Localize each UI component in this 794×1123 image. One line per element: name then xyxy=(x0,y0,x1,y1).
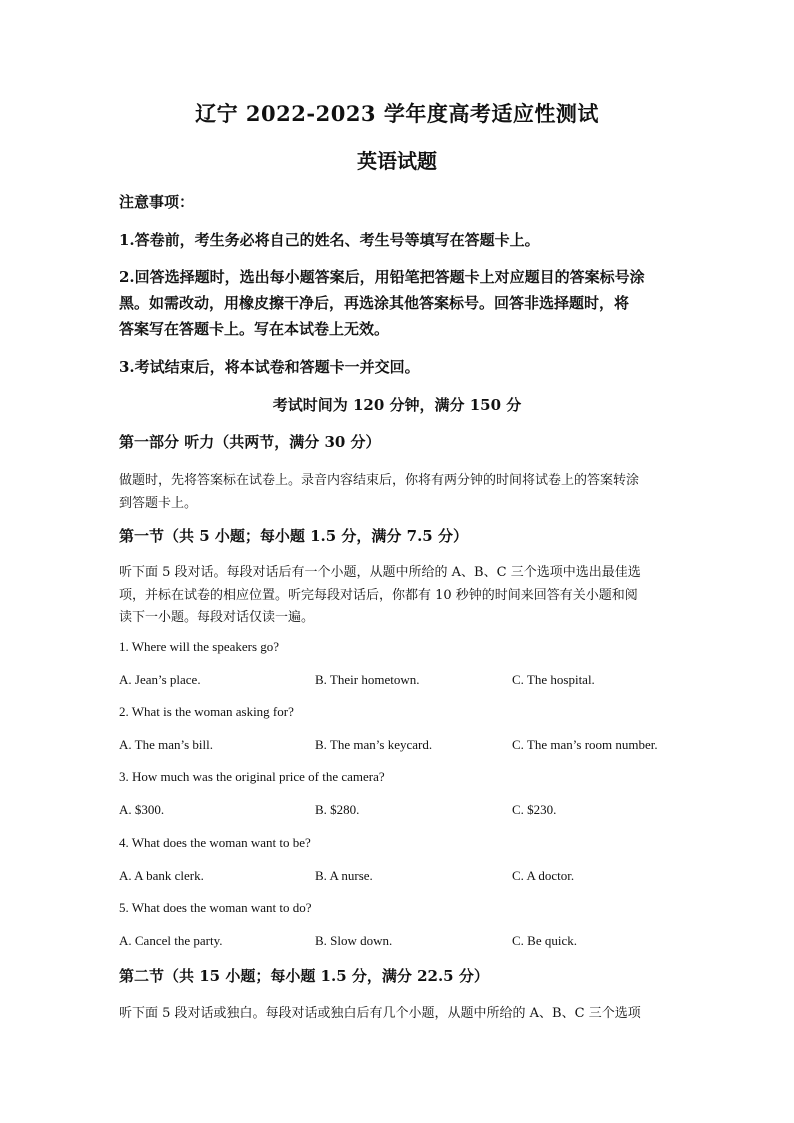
part1-heading: 第一部分 听力（共两节，满分 30 分） xyxy=(119,433,381,451)
option-c: C. A doctor. xyxy=(512,868,575,883)
page-title: 辽宁 2022-2023 学年度高考适应性测试 xyxy=(195,101,599,126)
part1-intro-line-2: 到答题卡上。 xyxy=(119,496,198,511)
question-text: 1. Where will the speakers go? xyxy=(119,639,280,654)
option-a: A. A bank clerk. xyxy=(119,868,204,883)
option-b: B. $280. xyxy=(315,802,360,817)
section2-heading: 第二节（共 15 小题；每小题 1.5 分，满分 22.5 分） xyxy=(119,967,489,985)
section1-heading: 第一节（共 5 小题；每小题 1.5 分，满分 7.5 分） xyxy=(119,527,468,545)
question-text: 3. How much was the original price of the camera? xyxy=(119,769,385,784)
section1-instr-line-1: 听下面 5 段对话。每段对话后有一个小题，从题中所给的 A、B、C 三个选项中选出最佳选 xyxy=(119,565,641,580)
question-text: 4. What does the woman want to be? xyxy=(119,835,311,850)
exam-time: 考试时间为 120 分钟，满分 150 分 xyxy=(272,396,522,414)
notice-item-1: 1.答卷前，考生务必将自己的姓名、考生号等填写在答题卡上。 xyxy=(119,231,540,249)
notice-item-3: 3.考试结束后，将本试卷和答题卡一并交回。 xyxy=(119,358,420,376)
part1-intro-line-1: 做题时，先将答案标在试卷上。录音内容结束后，你将有两分钟的时间将试卷上的答案转涂 xyxy=(119,473,640,488)
notice-item-2-line-3: 答案写在答题卡上。写在本试卷上无效。 xyxy=(119,320,390,338)
notice-item-2-line-2: 黑。如需改动，用橡皮擦干净后，再选涂其他答案标号。回答非选择题时，将 xyxy=(119,294,630,312)
option-c: C. Be quick. xyxy=(512,933,577,948)
option-b: B. The man’s keycard. xyxy=(315,737,433,752)
option-c: C. The man’s room number. xyxy=(512,737,658,752)
option-a: A. Jean’s place. xyxy=(119,672,201,687)
option-c: C. The hospital. xyxy=(512,672,595,687)
option-b: B. Slow down. xyxy=(315,933,393,948)
notice-heading: 注意事项： xyxy=(119,193,195,211)
notice-item-2-line-1: 2.回答选择题时，选出每小题答案后，用铅笔把答题卡上对应题目的答案标号涂 xyxy=(119,268,645,286)
option-b: B. Their hometown. xyxy=(315,672,420,687)
section1-instr-line-2: 项，并标在试卷的相应位置。听完每段对话后，你都有 10 秒钟的时间来回答有关小题和阅 xyxy=(119,588,638,603)
option-c: C. $230. xyxy=(512,802,557,817)
option-a: A. The man’s bill. xyxy=(119,737,214,752)
question-text: 5. What does the woman want to do? xyxy=(119,900,312,915)
page-subtitle: 英语试题 xyxy=(357,149,437,173)
option-a: A. Cancel the party. xyxy=(119,933,223,948)
option-a: A. $300. xyxy=(119,802,165,817)
option-b: B. A nurse. xyxy=(315,868,373,883)
section2-instr-line-1: 听下面 5 段对话或独白。每段对话或独白后有几个小题，从题中所给的 A、B、C 三个选项 xyxy=(119,1006,641,1021)
question-text: 2. What is the woman asking for? xyxy=(119,704,294,719)
section1-instr-line-3: 读下一小题。每段对话仅读一遍。 xyxy=(119,610,315,625)
